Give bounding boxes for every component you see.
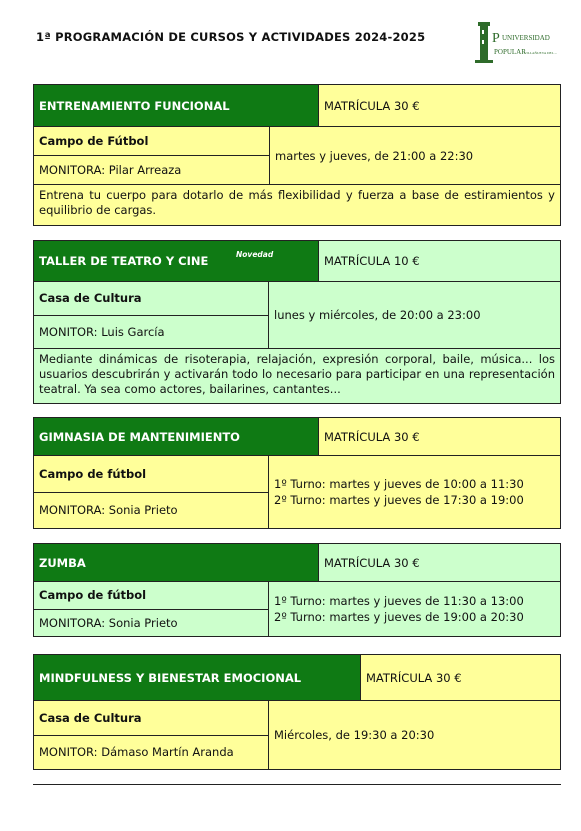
course-schedule bbox=[269, 456, 560, 528]
university-logo bbox=[472, 20, 558, 68]
schedule-line: 1º Turno: martes y jueves de 10:00 a 11:30 bbox=[274, 477, 524, 491]
course-schedule bbox=[269, 282, 560, 348]
course-schedule bbox=[269, 582, 560, 636]
course-title bbox=[34, 241, 319, 281]
bottom-divider bbox=[33, 784, 561, 785]
schedule-line: 2º Turno: martes y jueves de 17:30 a 19:00 bbox=[274, 493, 524, 507]
course-monitor: MONITOR: Luis García bbox=[39, 324, 165, 339]
novedad-badge: Novedad bbox=[236, 250, 274, 259]
tower-icon bbox=[475, 22, 493, 63]
course-schedule bbox=[269, 701, 560, 769]
course-monitor: MONITOR: Dámaso Martín Aranda bbox=[39, 745, 234, 760]
svg-text:P: P bbox=[492, 31, 500, 46]
course-fee: MATRÍCULA 30 € bbox=[319, 418, 560, 455]
course-fee: MATRÍCULA 30 € bbox=[319, 85, 560, 126]
course-fee: MATRÍCULA 10 € bbox=[319, 241, 560, 281]
schedule-line: martes y jueves, de 21:00 a 22:30 bbox=[275, 148, 474, 163]
schedule-line: Miércoles, de 19:30 a 20:30 bbox=[274, 728, 435, 742]
course-title-text: TALLER DE TEATRO Y CINE bbox=[39, 254, 209, 268]
course-description: Mediante dinámicas de risoterapia, relajación, expresión corporal, baile, música... los usuarios descubrirán y activarán todo lo necesario para participar en una representación teatral. Ya sea como actores, bailarines, cantantes... bbox=[39, 352, 555, 396]
course-description: Entrena tu cuerpo para dotarlo de más flexibilidad y fuerza a base de estiramientos y equilibrio de cargas. bbox=[39, 188, 555, 217]
course-location: Campo de fútbol bbox=[34, 456, 268, 493]
course-location: Campo de Fútbol bbox=[34, 127, 269, 156]
course-monitor: MONITORA: Pilar Arreaza bbox=[39, 163, 182, 177]
course-card-zumba bbox=[33, 543, 561, 637]
course-card-entrenamiento bbox=[33, 84, 561, 226]
course-location: Campo de fútbol bbox=[34, 582, 268, 610]
course-title: ENTRENAMIENTO FUNCIONAL bbox=[34, 85, 319, 126]
course-monitor: MONITORA: Sonia Prieto bbox=[39, 615, 178, 630]
course-schedule bbox=[270, 127, 560, 184]
schedule-line: lunes y miércoles, de 20:00 a 23:00 bbox=[274, 308, 481, 322]
course-title: ZUMBA bbox=[34, 544, 319, 581]
course-fee: MATRÍCULA 30 € bbox=[319, 544, 560, 581]
course-location: Casa de Cultura bbox=[34, 701, 268, 736]
course-card-gimnasia bbox=[33, 417, 561, 529]
course-title: MINDFULNESS Y BIENESTAR EMOCIONAL bbox=[34, 655, 361, 700]
svg-text:VILLAÑUEVA DEL ...: VILLAÑUEVA DEL ... bbox=[524, 51, 558, 55]
course-location: Casa de Cultura bbox=[34, 282, 268, 316]
schedule-line: 1º Turno: martes y jueves de 11:30 a 13:00 bbox=[274, 594, 524, 608]
course-fee: MATRÍCULA 30 € bbox=[361, 655, 560, 700]
svg-text:UNIVERSIDAD: UNIVERSIDAD bbox=[502, 34, 550, 42]
svg-text:POPULAR: POPULAR bbox=[494, 48, 526, 56]
page-title: 1ª PROGRAMACIÓN DE CURSOS Y ACTIVIDADES 2024-2025 bbox=[36, 30, 426, 44]
schedule-line: 2º Turno: martes y jueves de 19:00 a 20:30 bbox=[274, 610, 524, 624]
course-card-mindfulness bbox=[33, 654, 561, 770]
course-title: GIMNASIA DE MANTENIMIENTO bbox=[34, 418, 319, 455]
course-monitor: MONITORA: Sonia Prieto bbox=[39, 503, 178, 518]
course-card-teatro bbox=[33, 240, 561, 404]
